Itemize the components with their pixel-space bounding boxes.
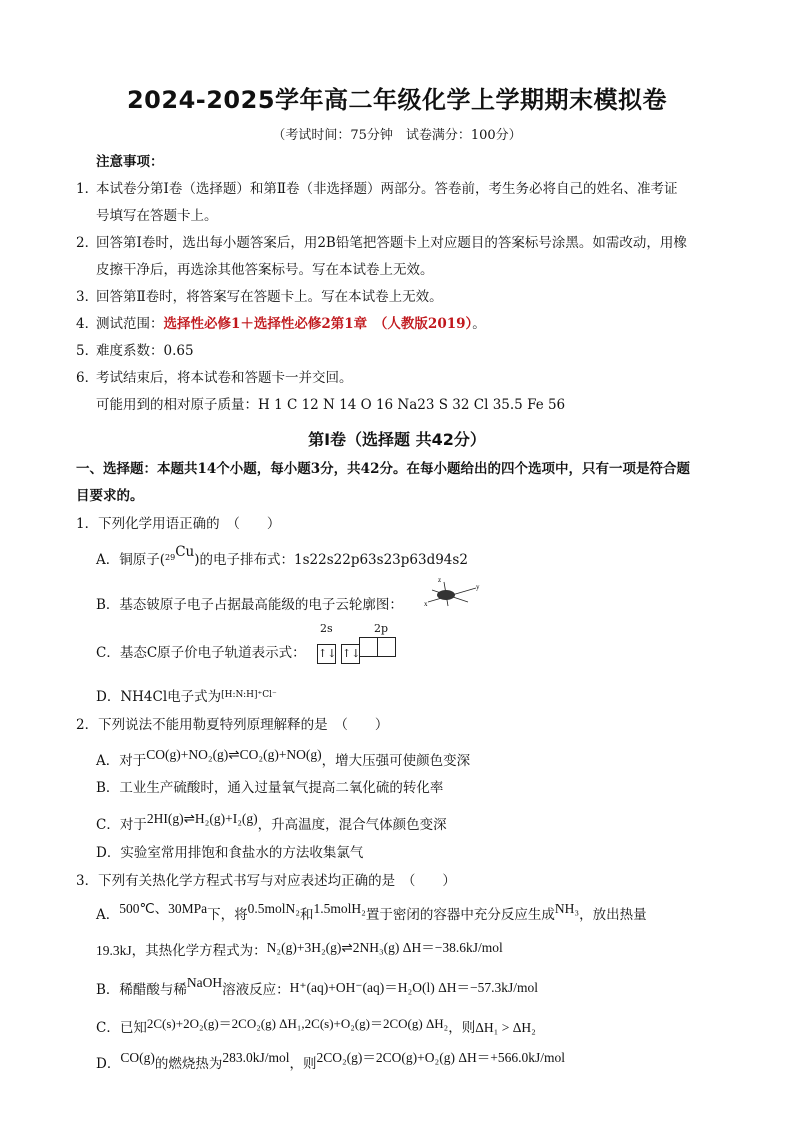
notice-item-2-cont: 皮擦干净后，再选涂其他答案标号。写在本试卷上无效。: [96, 262, 434, 278]
question-1-option-b: B．基态铍原子电子占据最高能级的电子云轮廓图：: [96, 597, 403, 613]
section-title: 第Ⅰ卷（选择题 共42分）: [308, 430, 486, 449]
orbital-box-2p-1: ↑↓: [341, 644, 360, 664]
orbital-box-2p-3: [377, 637, 396, 657]
question-3-option-d: D．CO(g)的燃烧热为283.0kJ/mol，则2CO₂(g)＝2CO(g)+O₂(g) ΔH＝+566.0kJ/mol: [96, 1050, 566, 1072]
orbital-diagram: [318, 637, 396, 664]
axis-label-z: z: [438, 576, 442, 584]
test-scope: 选择性必修1＋选择性必修2第1章 （人教版2019）: [163, 316, 473, 332]
notice-item-3: 3．回答第Ⅱ卷时，将答案写在答题卡上。写在本试卷上无效。: [76, 289, 443, 305]
notice-heading: 注意事项：: [96, 154, 164, 170]
question-3-option-a: A．500℃、30MPa下，将0.5molN₂和1.5molH₂置于密闭的容器中充分反应生成NH₃，放出热量: [96, 901, 647, 923]
notice-item-1-cont: 号填写在答题卡上。: [96, 208, 218, 224]
notice-item-6: 6．考试结束后，将本试卷和答题卡一并交回。: [76, 370, 353, 386]
section-instruction: 一、选择题：本题共14个小题，每小题3分，共42分。在每小题给出的四个选项中，只有一项是符合题: [76, 461, 690, 477]
orbital-box-2p-2: [359, 637, 378, 657]
axis-label-x: x: [424, 600, 428, 608]
question-1-stem: 1．下列化学用语正确的 （ ）: [76, 516, 281, 532]
electron-formula: [H:N:H]⁺Cl⁻: [221, 690, 277, 700]
question-2-option-c: C．对于2HI(g)⇌H₂(g)+I₂(g)，升高温度，混合气体颜色变深: [96, 811, 447, 833]
notice-item-1: 1．本试卷分第Ⅰ卷（选择题）和第Ⅱ卷（非选择题）两部分。答卷前，考生务必将自己的姓名、准考证: [76, 181, 678, 197]
question-1-option-d: D．NH4Cl电子式为$^{[H:N:H]^+Cl^-}$: [96, 689, 277, 705]
notice-item-4: 4．测试范围：选择性必修1＋选择性必修2第1章 （人教版2019）。: [76, 316, 486, 332]
electron-cloud-diagram: [418, 576, 488, 610]
section-instruction-cont: 目要求的。: [76, 488, 144, 504]
notice-item-5: 5．难度系数：0.65: [76, 343, 194, 359]
orbital-shape: [437, 590, 455, 600]
exam-info: （考试时间：75分钟 试卷满分：100分）: [272, 128, 522, 143]
question-2-option-d: D．实验室常用排饱和食盐水的方法收集氯气: [96, 845, 364, 861]
axis-label-y: y: [476, 583, 480, 591]
question-2-stem: 2．下列说法不能用勒夏特列原理解释的是 （ ）: [76, 717, 389, 733]
question-3-option-a-cont: 19.3kJ，其热化学方程式为：N₂(g)+3H₂(g)⇌2NH₃(g) ΔH＝−38.6kJ/mol: [96, 940, 503, 959]
orbital-label-2p: 2p: [374, 622, 389, 635]
question-2-option-b: B．工业生产硫酸时，通入过量氧气提高二氧化硫的转化率: [96, 780, 444, 796]
question-3-option-c: C．已知2C(s)+2O₂(g)＝2CO₂(g) ΔH₁,2C(s)+O₂(g)＝2CO(g) ΔH₂，则ΔH₁ > ΔH₂: [96, 1016, 536, 1036]
question-3-option-b: B．稀醋酸与稀NaOH溶液反应：H⁺(aq)+OH⁻(aq)＝H₂O(l) ΔH＝−57.3kJ/mol: [96, 975, 538, 998]
orbital-label-2s: 2s: [320, 622, 333, 635]
question-1-option-c: C．基态C原子价电子轨道表示式：: [96, 645, 306, 661]
question-3-stem: 3．下列有关热化学方程式书写与对应表述均正确的是 （ ）: [76, 873, 456, 889]
orbital-box-2s: ↑↓: [317, 644, 336, 664]
question-1-option-a: A．铜原子($^{29}$Cu)的电子排布式：1s22s22p63s23p63d94s2: [96, 544, 468, 568]
page-title: 2024-2025学年高二年级化学上学期期末模拟卷: [126, 86, 668, 114]
atomic-mass-line: 可能用到的相对原子质量：H 1 C 12 N 14 O 16 Na23 S 32 Cl 35.5 Fe 56: [96, 397, 566, 413]
notice-item-2: 2．回答第Ⅰ卷时，选出每小题答案后，用2B铅笔把答题卡上对应题目的答案标号涂黑。如需改动，用橡: [76, 235, 687, 251]
question-2-option-a: A．对于CO(g)+NO₂(g)⇌CO₂(g)+NO(g)，增大压强可使颜色变深: [96, 747, 471, 769]
